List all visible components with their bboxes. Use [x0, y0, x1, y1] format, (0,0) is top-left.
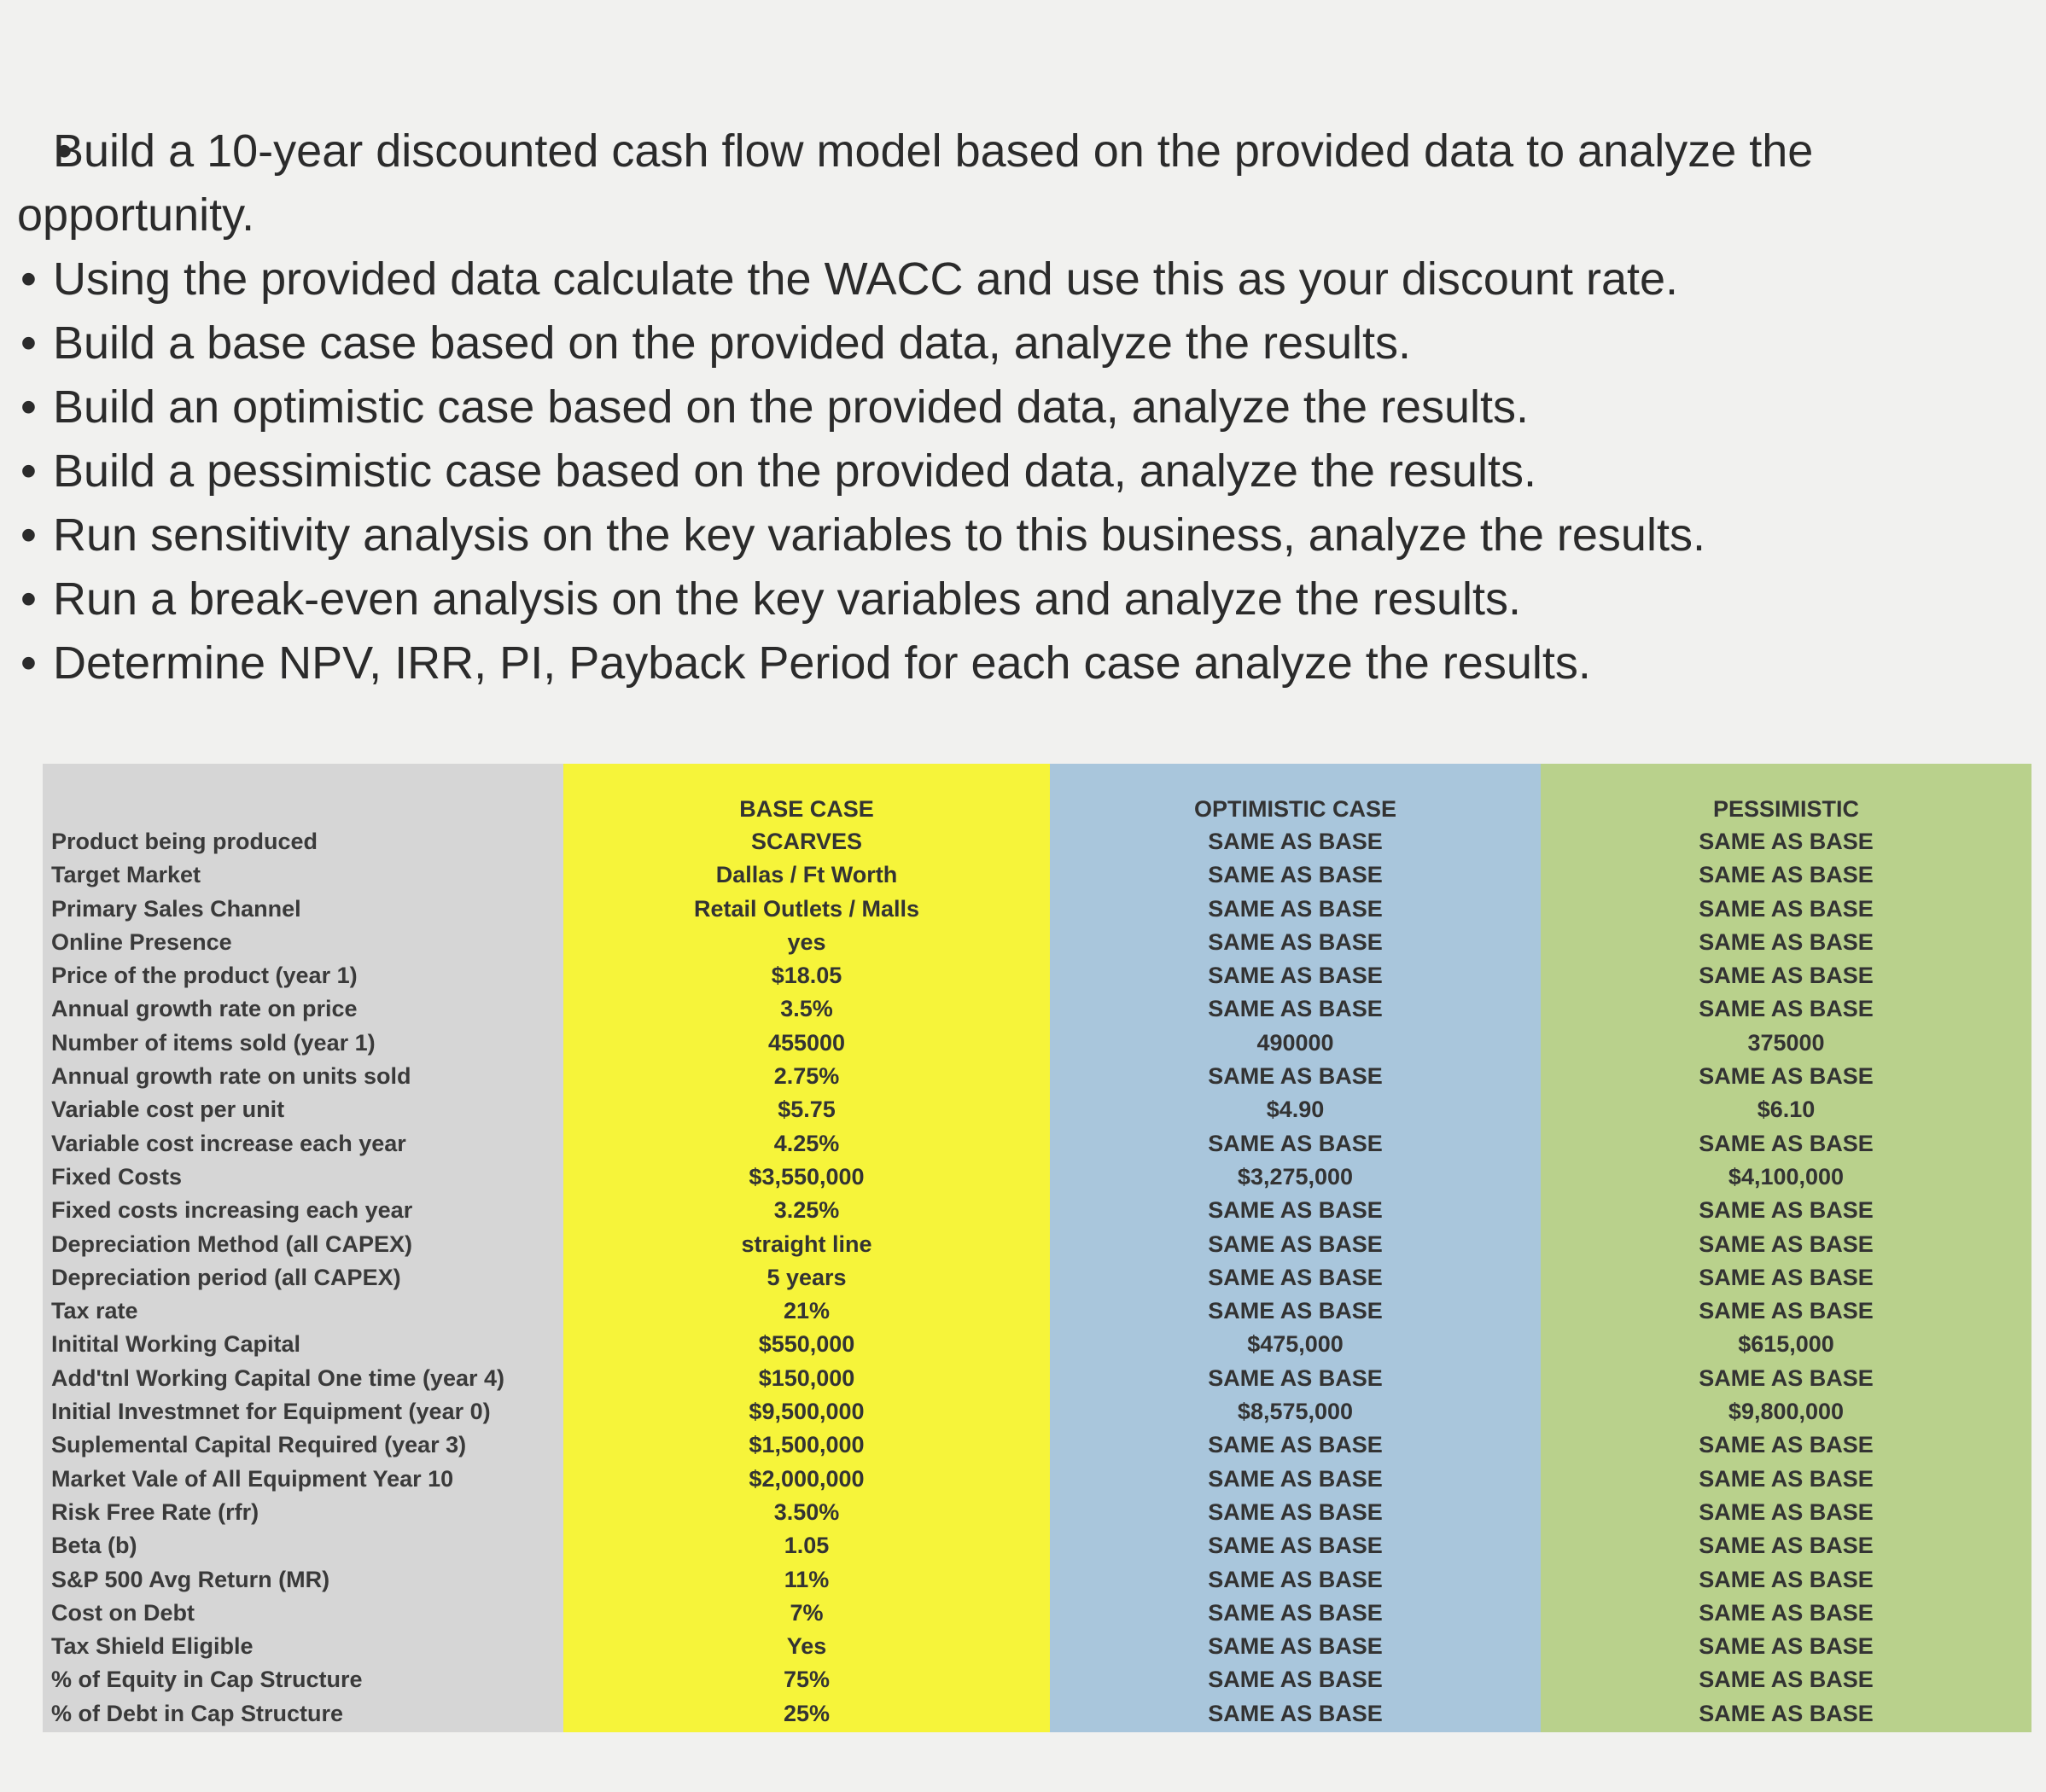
row-label: Number of items sold (year 1): [51, 1029, 376, 1056]
pessimistic-case-cell: SAME AS BASE: [1699, 829, 1874, 854]
row-label: Tax rate: [51, 1298, 138, 1324]
optimistic-case-cell: SAME AS BASE: [1208, 862, 1383, 888]
base-case-rows: [563, 825, 1050, 1731]
base-case-column: [563, 764, 1050, 1732]
optimistic-case-cell: $8,575,000: [1237, 1399, 1354, 1425]
row-label: Fixed Costs: [51, 1163, 183, 1190]
pessimistic-case-cell: $615,000: [1738, 1331, 1834, 1358]
pessimistic-case-column: [1541, 764, 2031, 1732]
row-label: Cost on Debt: [51, 1599, 195, 1626]
optimistic-case-cell: SAME AS BASE: [1208, 829, 1383, 854]
optimistic-case-cell: $475,000: [1247, 1331, 1344, 1358]
optimistic-case-header: OPTIMISTIC CASE: [1193, 796, 1396, 822]
pessimistic-case-cell: SAME AS BASE: [1699, 1599, 1874, 1626]
pessimistic-case-cell: SAME AS BASE: [1699, 1364, 1874, 1391]
optimistic-case-cell: SAME AS BASE: [1208, 1533, 1383, 1559]
base-case-cell: 1.05: [784, 1533, 830, 1559]
base-case-cell: 25%: [783, 1700, 831, 1726]
instruction-item: • Build a 10-year discounted cash flow model based on the provided data to analyze the opportunity.: [17, 119, 1997, 247]
optimistic-case-cell: SAME AS BASE: [1208, 996, 1383, 1022]
base-case-cell: Retail Outlets / Malls: [693, 895, 920, 922]
row-label: Risk Free Rate (rfr): [51, 1498, 259, 1525]
base-case-cell: SCARVES: [750, 829, 863, 854]
pessimistic-case-cell: SAME AS BASE: [1699, 1130, 1874, 1156]
optimistic-case-cell: SAME AS BASE: [1208, 1599, 1383, 1626]
base-case-cell: 3.50%: [773, 1498, 840, 1525]
row-label: Initital Working Capital: [51, 1331, 301, 1358]
optimistic-case-cell: SAME AS BASE: [1208, 1498, 1383, 1525]
pessimistic-case-cell: SAME AS BASE: [1699, 1700, 1874, 1726]
row-label: Price of the product (year 1): [51, 963, 358, 989]
optimistic-case-cell: SAME AS BASE: [1208, 1130, 1383, 1156]
base-case-cell: 2.75%: [773, 1063, 840, 1090]
base-case-cell: $9,500,000: [749, 1399, 865, 1425]
pessimistic-case-cell: SAME AS BASE: [1699, 996, 1874, 1022]
row-label: Product being produced: [51, 829, 318, 854]
row-label: Variable cost per unit: [51, 1097, 285, 1123]
base-case-cell: Yes: [786, 1633, 827, 1660]
optimistic-case-cell: SAME AS BASE: [1208, 1465, 1383, 1492]
pessimistic-case-cell: SAME AS BASE: [1699, 1063, 1874, 1090]
pessimistic-case-cell: 375000: [1747, 1029, 1825, 1056]
pessimistic-case-cell: SAME AS BASE: [1699, 1465, 1874, 1492]
instruction-item: • Build an optimistic case based on the provided data, analyze the results.: [17, 375, 1997, 439]
row-label: Market Vale of All Equipment Year 10: [51, 1465, 454, 1492]
base-case-cell: 4.25%: [773, 1130, 840, 1156]
instruction-item: • Run a break-even analysis on the key variables and analyze the results.: [17, 567, 1997, 631]
pessimistic-case-cell: SAME AS BASE: [1699, 1498, 1874, 1525]
base-case-cell: 7%: [790, 1599, 824, 1626]
optimistic-case-cell: $4.90: [1266, 1097, 1325, 1123]
optimistic-case-rows: [1050, 825, 1541, 1731]
optimistic-case-cell: SAME AS BASE: [1208, 1063, 1383, 1090]
optimistic-case-cell: SAME AS BASE: [1208, 1197, 1383, 1224]
pessimistic-case-cell: SAME AS BASE: [1699, 963, 1874, 989]
row-label: Annual growth rate on units sold: [51, 1063, 411, 1090]
pessimistic-case-cell: SAME AS BASE: [1699, 1533, 1874, 1559]
pessimistic-case-cell: SAME AS BASE: [1699, 1667, 1874, 1693]
pessimistic-case-cell: SAME AS BASE: [1699, 1432, 1874, 1458]
optimistic-case-cell: SAME AS BASE: [1208, 1298, 1383, 1324]
row-label: Initial Investmnet for Equipment (year 0): [51, 1399, 491, 1425]
row-label: % of Debt in Cap Structure: [51, 1700, 344, 1726]
pessimistic-case-cell: $6.10: [1757, 1097, 1816, 1123]
base-case-cell: 3.25%: [773, 1197, 840, 1224]
row-label: Suplemental Capital Required (year 3): [51, 1432, 467, 1458]
pessimistic-case-cell: SAME AS BASE: [1699, 895, 1874, 922]
optimistic-case-cell: SAME AS BASE: [1208, 1667, 1383, 1693]
base-case-header: BASE CASE: [739, 796, 874, 822]
base-case-cell: 455000: [767, 1029, 846, 1056]
row-label: % of Equity in Cap Structure: [51, 1667, 363, 1693]
base-case-cell: $550,000: [758, 1331, 855, 1358]
base-case-cell: $2,000,000: [749, 1465, 865, 1492]
row-label: Beta (b): [51, 1533, 137, 1559]
row-label: Variable cost increase each year: [51, 1130, 406, 1156]
row-label: Fixed costs increasing each year: [51, 1197, 413, 1224]
row-label: S&P 500 Avg Return (MR): [51, 1566, 330, 1592]
instruction-item: • Build a pessimistic case based on the provided data, analyze the results.: [17, 439, 1997, 503]
base-case-cell: $1,500,000: [749, 1432, 865, 1458]
instruction-item: • Determine NPV, IRR, PI, Payback Period for each case analyze the results.: [17, 631, 1997, 695]
base-case-cell: $3,550,000: [749, 1163, 865, 1190]
base-case-cell: $150,000: [758, 1364, 855, 1391]
base-case-cell: 5 years: [767, 1264, 847, 1290]
pessimistic-case-cell: SAME AS BASE: [1699, 1566, 1874, 1592]
pessimistic-case-cell: SAME AS BASE: [1699, 1633, 1874, 1660]
base-case-cell: 3.5%: [780, 996, 833, 1022]
row-label: Annual growth rate on price: [51, 996, 358, 1022]
pessimistic-case-cell: SAME AS BASE: [1699, 1298, 1874, 1324]
base-case-cell: $5.75: [778, 1097, 836, 1123]
row-label: Tax Shield Eligible: [51, 1633, 254, 1660]
optimistic-case-cell: SAME AS BASE: [1208, 895, 1383, 922]
row-label: Add'tnl Working Capital One time (year 4): [51, 1364, 504, 1391]
base-case-cell: Dallas / Ft Worth: [715, 862, 898, 888]
base-case-cell: $18.05: [771, 963, 842, 989]
base-case-cell: 21%: [783, 1298, 831, 1324]
optimistic-case-cell: SAME AS BASE: [1208, 1566, 1383, 1592]
pessimistic-case-cell: SAME AS BASE: [1699, 862, 1874, 888]
optimistic-case-cell: SAME AS BASE: [1208, 928, 1383, 955]
pessimistic-case-header: PESSIMISTIC: [1712, 796, 1860, 822]
instruction-item: • Using the provided data calculate the WACC and use this as your discount rate.: [17, 247, 1997, 311]
pessimistic-case-cell: SAME AS BASE: [1699, 928, 1874, 955]
row-label: Depreciation Method (all CAPEX): [51, 1231, 413, 1257]
pessimistic-case-rows: [1541, 825, 2031, 1731]
pessimistic-case-cell: SAME AS BASE: [1699, 1197, 1874, 1224]
instructions-list: [17, 119, 1997, 695]
pessimistic-case-cell: $9,800,000: [1728, 1399, 1845, 1425]
optimistic-case-column: [1050, 764, 1541, 1732]
pessimistic-case-cell: SAME AS BASE: [1699, 1264, 1874, 1290]
row-label: Online Presence: [51, 928, 232, 955]
instruction-item: • Run sensitivity analysis on the key variables to this business, analyze the results.: [17, 503, 1997, 567]
base-case-cell: straight line: [741, 1231, 872, 1257]
pessimistic-case-cell: SAME AS BASE: [1699, 1231, 1874, 1257]
base-case-cell: 75%: [783, 1667, 831, 1693]
labels-column: [43, 764, 563, 1732]
optimistic-case-cell: SAME AS BASE: [1208, 1633, 1383, 1660]
instruction-item: • Build a base case based on the provided data, analyze the results.: [17, 311, 1997, 375]
optimistic-case-cell: SAME AS BASE: [1208, 1432, 1383, 1458]
row-label: Target Market: [51, 862, 201, 888]
optimistic-case-cell: $3,275,000: [1237, 1163, 1354, 1190]
row-label: Depreciation period (all CAPEX): [51, 1264, 401, 1290]
optimistic-case-cell: SAME AS BASE: [1208, 1364, 1383, 1391]
optimistic-case-cell: SAME AS BASE: [1208, 1231, 1383, 1257]
row-label: Primary Sales Channel: [51, 895, 301, 922]
optimistic-case-cell: SAME AS BASE: [1208, 1264, 1383, 1290]
pessimistic-case-cell: $4,100,000: [1728, 1163, 1845, 1190]
optimistic-case-cell: SAME AS BASE: [1208, 1700, 1383, 1726]
optimistic-case-cell: SAME AS BASE: [1208, 963, 1383, 989]
spreadsheet-table: [43, 764, 2031, 1732]
base-case-cell: 11%: [784, 1566, 830, 1592]
base-case-cell: yes: [787, 928, 826, 955]
label-rows: [43, 825, 563, 1731]
optimistic-case-cell: 490000: [1256, 1029, 1334, 1056]
